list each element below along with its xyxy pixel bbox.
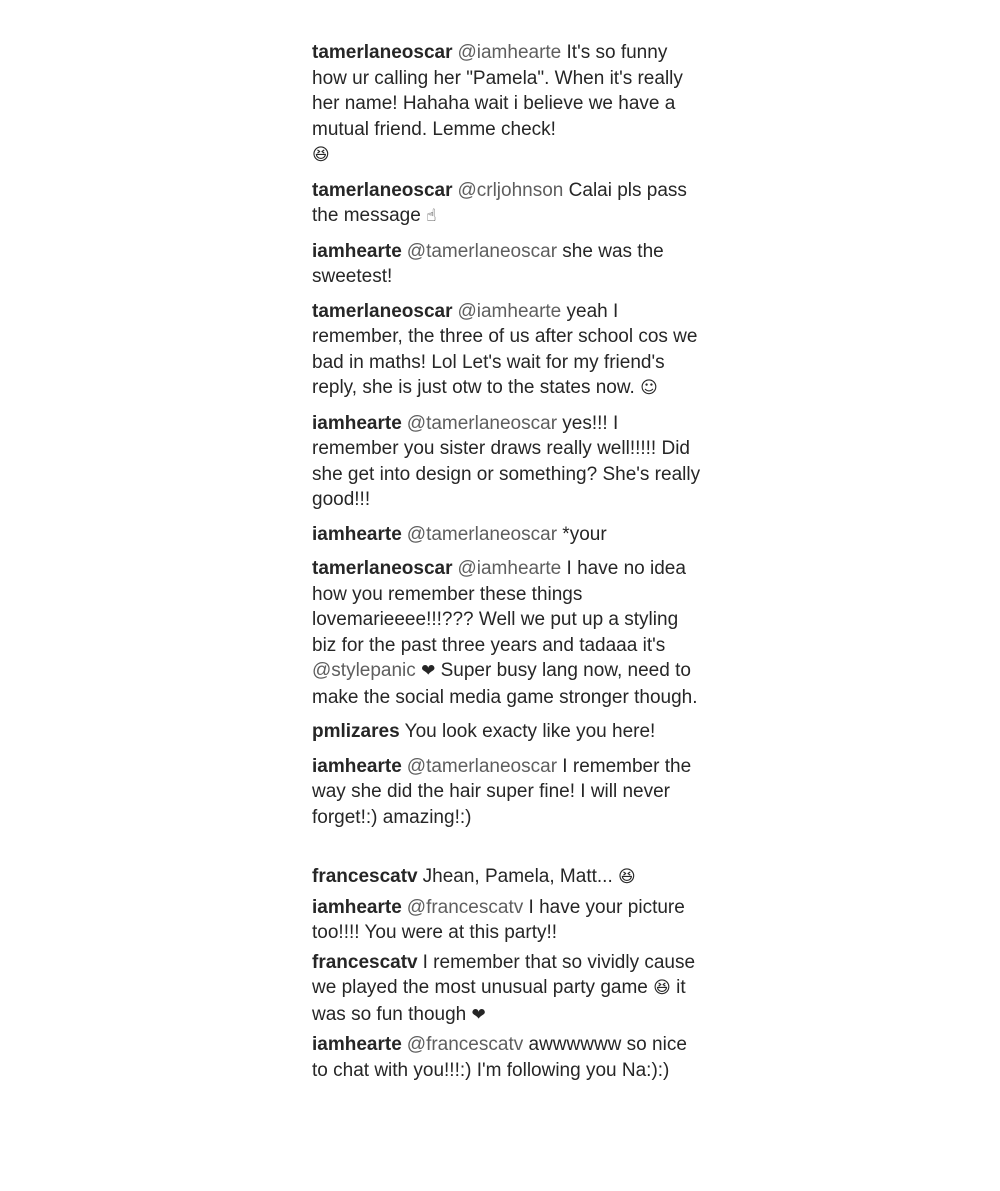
comment-username[interactable]: iamhearte	[312, 412, 402, 434]
comment-username[interactable]: tamerlaneoscar	[312, 558, 453, 579]
smiling-face-emoji-icon: ☺	[640, 378, 658, 398]
comment-item	[312, 864, 702, 891]
comment-username[interactable]: francescatv	[312, 951, 418, 973]
comment-mention[interactable]: @iamhearte	[457, 300, 562, 322]
black-heart-emoji-icon: ❤	[471, 1004, 486, 1025]
grinning-squint-emoji-icon: 😆	[312, 145, 330, 165]
comment-item	[312, 522, 702, 548]
comment-username[interactable]: iamhearte	[312, 240, 402, 262]
comment-username[interactable]: iamhearte	[312, 1034, 402, 1055]
comment-mention[interactable]: @francescatv	[406, 896, 524, 918]
comment-text: yes!!! I remember you sister draws really well!!!!! Did she get into design or something? She's really good!!!	[312, 412, 701, 510]
comment-username[interactable]: pmlizares	[312, 721, 400, 742]
comment-item	[312, 895, 702, 946]
comment-text: I remember the way she did the hair super fine! I will never forget!:) amazing!:)	[312, 755, 692, 828]
comment-mention[interactable]: @iamhearte	[457, 42, 562, 63]
comment-item	[312, 239, 702, 290]
comment-item	[312, 40, 702, 169]
comment-text: You look exacty like you here!	[404, 721, 656, 742]
comment-text-continued: it was so fun though	[312, 977, 686, 1025]
comment-username[interactable]: iamhearte	[312, 523, 402, 545]
comment-mention[interactable]: @francescatv	[406, 1034, 524, 1055]
comment-username[interactable]: francescatv	[312, 866, 418, 887]
comment-item	[312, 754, 702, 831]
comment-item	[312, 299, 702, 402]
comment-text: I remember that so vividly cause we played the most unusual party game	[312, 951, 696, 998]
comment-text: yeah I remember, the three of us after school cos we bad in maths! Lol Let's wait for my friend's reply, she is just otw to the states now.	[312, 300, 698, 398]
comment-list	[312, 40, 702, 1092]
comment-mention[interactable]: @tamerlaneoscar	[406, 412, 558, 434]
comment-item	[312, 950, 702, 1029]
comment-mention[interactable]: @tamerlaneoscar	[406, 240, 558, 262]
comment-text: I have no idea how you remember these things lovemarieeee!!!??? Well we put up a styling biz for the past three years and tadaaa it's	[312, 558, 686, 656]
comment-text: *your	[557, 523, 607, 545]
comment-item	[312, 1032, 702, 1083]
comment-item	[312, 719, 702, 745]
comment-username[interactable]: iamhearte	[312, 896, 402, 918]
comment-text: It's so funny how ur calling her "Pamela". When it's really her name! Hahaha wait i believe we have a mutual friend. Lemme check!	[312, 42, 683, 140]
comment-text: Jhean, Pamela, Matt...	[422, 866, 613, 887]
comment-text: she was the sweetest!	[312, 240, 664, 287]
comment-text: I have your picture too!!!! You were at this party!!	[312, 896, 685, 943]
comment-mention[interactable]: @tamerlaneoscar	[406, 755, 558, 777]
comment-text: awwwwww so nice to chat with you!!!:) I'm following you Na:):)	[312, 1034, 687, 1081]
comment-text: Calai pls pass the message	[312, 179, 687, 226]
pointing-up-emoji-icon: ☝	[426, 206, 437, 226]
comment-item	[312, 411, 702, 513]
grinning-squint-emoji-icon: 😆	[653, 978, 671, 998]
comment-item	[312, 178, 702, 230]
comment-mention[interactable]: @tamerlaneoscar	[406, 523, 558, 545]
black-heart-emoji-icon: ❤	[421, 661, 436, 681]
comment-mention[interactable]: @crljohnson	[457, 179, 564, 201]
comment-username[interactable]: iamhearte	[312, 755, 402, 777]
comment-username[interactable]: tamerlaneoscar	[312, 300, 453, 322]
comment-username[interactable]: tamerlaneoscar	[312, 179, 453, 201]
comment-text-continued: Super busy lang now, need to make the social media game stronger though.	[312, 660, 698, 708]
comment-item	[312, 556, 702, 710]
comment-mention[interactable]: @iamhearte	[457, 558, 562, 579]
comment-username[interactable]: tamerlaneoscar	[312, 42, 453, 63]
comment-mention-stylepanic[interactable]: @stylepanic	[312, 660, 416, 681]
grinning-squint-emoji-icon: 😆	[618, 867, 636, 887]
